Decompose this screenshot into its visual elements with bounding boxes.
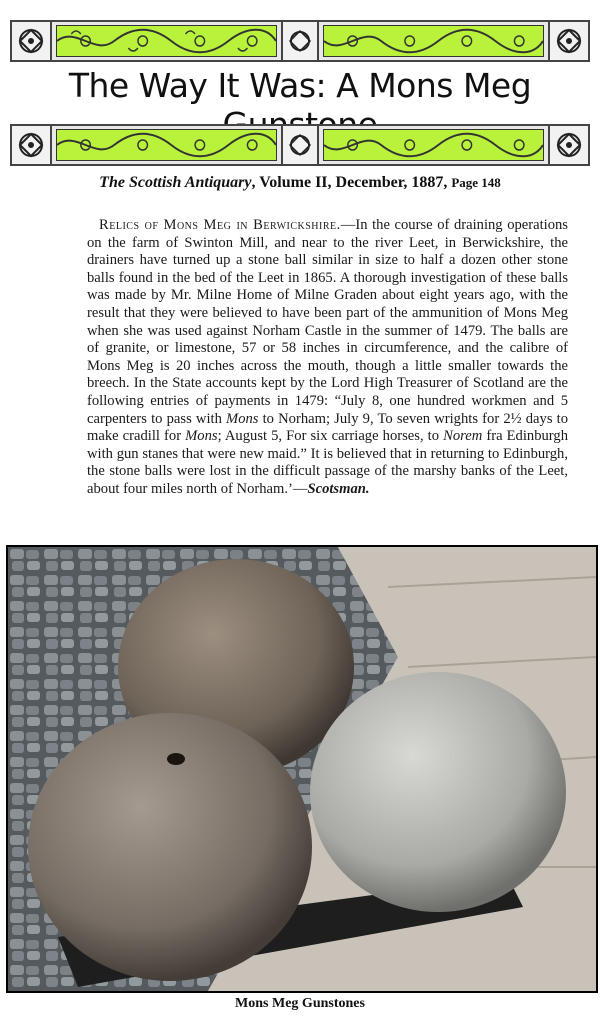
photo-caption: Mons Meg Gunstones (235, 996, 365, 1011)
celtic-knot-icon (548, 126, 588, 164)
top-decorative-banner (10, 20, 590, 62)
celtic-knot-icon (12, 126, 52, 164)
vine-ornament (323, 25, 544, 57)
vine-ornament (323, 129, 544, 161)
vine-ornament (56, 25, 277, 57)
volume-details: , Volume II, December, 1887, (251, 174, 448, 191)
article-paragraph: Relics of Mons Meg in Berwickshire.—In the course of draining operations on the farm of Swinton Mill, and near to the river Leet, in Berwickshire, the drainers have turned up a stone ball similar in size to half a dozen other stone balls found in the bed of the Leet in 1865. A thorough investigation of these balls was made by Mr. Milne Home of Milne Graden about eight years ago, with the result that they were believed to have been part of the ammunition of Mons Meg when she was used against Norham Castle in the summer of 1479. The balls are of granite, or limestone, 57 or 58 inches in circumference, and the calibre of Mons Meg is 20 inches across the mouth, though a little smaller towards the breech. In the State accounts kept by the Lord High Treasurer of Scotland are the following entries of payments in 1479: “July 8, one hundred workmen and 5 carpenters to pass with Mons to Norham; July 9, To seven wrights for 2½ days to make cradill for Mons; August 5, For six carriage horses, to Norem fra Edinburgh with gun stanes that were new maid.” It is believed that in returning to Edinburgh, the stone balls were lost in the difficult passage of the marshy banks of the Leet, about four miles north of Norham.’—Scotsman. (87, 217, 569, 497)
page-number: Page 148 (451, 175, 501, 190)
journal-name: The Scottish Antiquary (99, 174, 252, 191)
celtic-knot-icon (12, 22, 52, 60)
source-citation (0, 174, 600, 192)
page-title: The Way It Was: A Mons Meg (68, 66, 532, 105)
article-heading: Relics of Mons Meg in Berwickshire. (99, 217, 341, 233)
article-text (87, 217, 568, 499)
vine-ornament (56, 129, 277, 161)
gunstones-photo (6, 545, 598, 993)
article-attribution: Scotsman. (307, 480, 370, 497)
celtic-knot-icon (281, 126, 319, 164)
celtic-knot-icon (281, 22, 319, 60)
bottom-decorative-banner (10, 124, 590, 166)
celtic-knot-icon (548, 22, 588, 60)
